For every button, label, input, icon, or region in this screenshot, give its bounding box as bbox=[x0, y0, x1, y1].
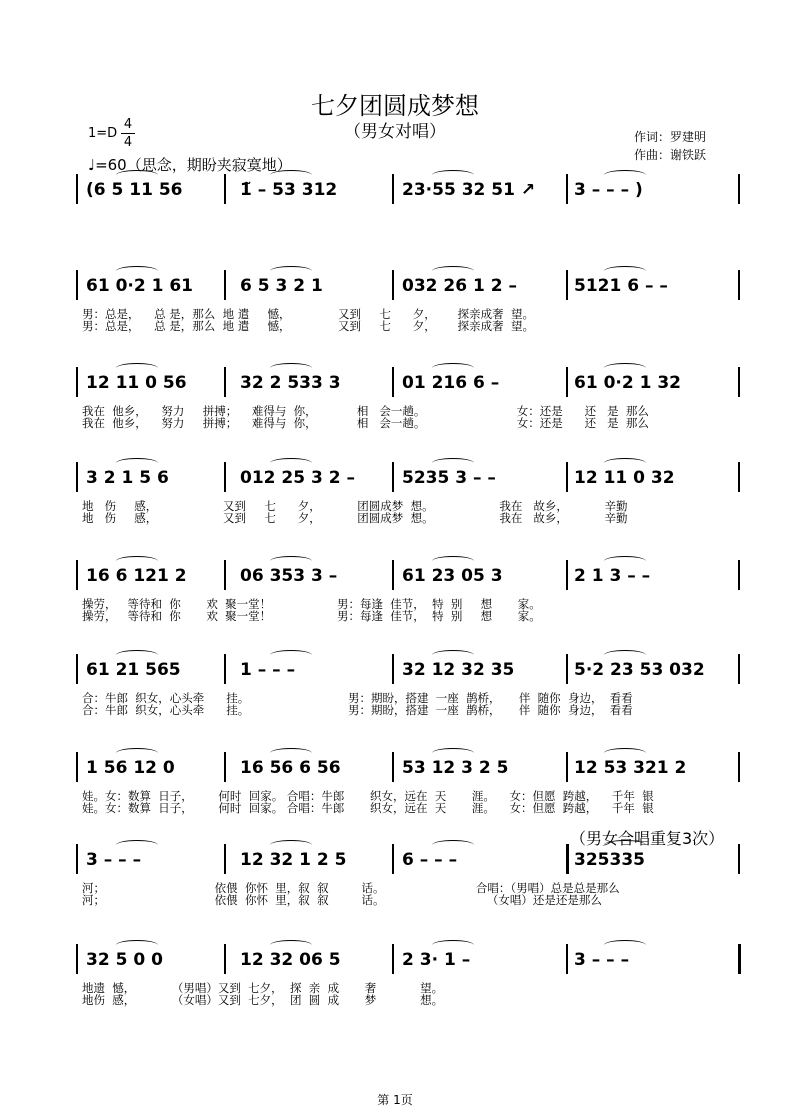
measure-notes: 61 0·2 1 61 bbox=[86, 276, 194, 296]
measure-notes: 12 11 0 56 bbox=[86, 373, 187, 393]
bar-line bbox=[392, 560, 394, 590]
slur-arc bbox=[270, 170, 312, 180]
score-line bbox=[0, 170, 790, 250]
measure-notes: 6 5 3 2 1 bbox=[240, 276, 323, 296]
slur-arc bbox=[432, 266, 474, 276]
bar-line bbox=[76, 752, 78, 782]
slur-arc bbox=[604, 650, 646, 660]
bar-line bbox=[566, 560, 568, 590]
bar-line bbox=[738, 270, 740, 300]
slur-arc bbox=[604, 940, 646, 950]
bar-line bbox=[224, 844, 226, 874]
slur-arc bbox=[432, 170, 474, 180]
measure-notes: (6 5 11 56 bbox=[86, 180, 183, 200]
lyric-line: 地伤 感， （女唱）又到 七夕， 团 圆 成 梦 想。 bbox=[82, 993, 444, 1007]
bar-line bbox=[738, 944, 741, 974]
bar-line bbox=[738, 174, 740, 204]
slur-arc bbox=[270, 363, 312, 373]
bar-line bbox=[566, 844, 569, 874]
measure-notes: 1 56 12 0 bbox=[86, 758, 175, 778]
measure-notes: 53 12 3 2 5 bbox=[402, 758, 509, 778]
bar-line bbox=[76, 270, 78, 300]
measure-notes: 5·2 23 53 032 bbox=[574, 660, 705, 680]
song-title: 七夕团圆成梦想 bbox=[311, 92, 479, 120]
measure-notes: 16 56 6 56 bbox=[240, 758, 341, 778]
measure-notes: 12 53 321 2 bbox=[574, 758, 687, 778]
bar-line bbox=[738, 752, 740, 782]
measure-notes: 2 3· 1 – bbox=[402, 950, 471, 970]
lyric-line: 我在 他乡， 努力 拼搏； 难得与 你， 相 会一趟。 女：还是 还 是 那么 bbox=[82, 404, 649, 418]
measure-notes: 06 353 3 – bbox=[240, 566, 338, 586]
bar-line bbox=[224, 752, 226, 782]
time-signature-bottom: 4 bbox=[123, 135, 133, 150]
bar-line bbox=[738, 654, 740, 684]
lyric-line: 操劳， 等待和 你 欢 聚一堂！ 男：每逢 佳节， 特 别 想 家。 bbox=[82, 597, 541, 611]
slur-arc bbox=[604, 458, 646, 468]
time-signature-top: 4 bbox=[123, 117, 133, 132]
bar-line bbox=[76, 944, 78, 974]
slur-arc bbox=[116, 650, 158, 660]
slur-arc bbox=[432, 458, 474, 468]
slur-arc bbox=[604, 748, 646, 758]
slur-arc bbox=[270, 650, 312, 660]
measure-notes: 32 5 0 0 bbox=[86, 950, 163, 970]
score-line bbox=[0, 363, 790, 443]
measure-notes: 3 2 1 5 6 bbox=[86, 468, 169, 488]
slur-arc bbox=[432, 748, 474, 758]
lyric-line: 操劳， 等待和 你 欢 聚一堂！ 男：每逢 佳节， 特 别 想 家。 bbox=[82, 609, 541, 623]
lyric-line: 合：牛郎 织女，心头牵 挂。 男：期盼，搭建 一座 鹊桥， 伴 随你 身边， 看看 bbox=[82, 703, 633, 717]
slur-arc bbox=[116, 840, 158, 850]
slur-arc bbox=[116, 363, 158, 373]
lyric-line: 合：牛郎 织女，心头牵 挂。 男：期盼，搭建 一座 鹊桥， 伴 随你 身边， 看看 bbox=[82, 691, 633, 705]
lyric-line: 我在 他乡， 努力 拼搏； 难得与 你， 相 会一趟。 女：还是 还 是 那么 bbox=[82, 416, 649, 430]
bar-line bbox=[392, 270, 394, 300]
tempo-marking: ♩=60（思念，期盼夹寂寞地） bbox=[88, 156, 292, 174]
lyric-line: 娃。女：数算 日子， 何时 回家。 合唱：牛郎 织女，远在 天 涯。 女：但愿 跨越， 千年 银 bbox=[82, 789, 654, 803]
score-line bbox=[0, 748, 790, 828]
bar-line bbox=[566, 752, 568, 782]
bar-line bbox=[566, 462, 568, 492]
lyric-line: 地 伤 感， 又到 七 夕， 团圆成梦 想。 我在 故乡， 辛勤 bbox=[82, 511, 628, 525]
measure-notes: 3 – – – ) bbox=[574, 180, 643, 200]
time-signature-rule bbox=[121, 133, 135, 134]
bar-line bbox=[392, 944, 394, 974]
bar-line bbox=[738, 560, 740, 590]
key-signature: 1=D bbox=[88, 126, 118, 141]
bar-line bbox=[224, 654, 226, 684]
bar-line bbox=[392, 654, 394, 684]
measure-notes: 3 – – – bbox=[574, 950, 630, 970]
bar-line bbox=[392, 844, 394, 874]
measure-notes: 16 6 121 2 bbox=[86, 566, 187, 586]
bar-line bbox=[392, 367, 394, 397]
bar-line bbox=[392, 462, 394, 492]
measure-notes: 61 21 565 bbox=[86, 660, 181, 680]
bar-line bbox=[224, 462, 226, 492]
lyric-line: 地遗 憾， （男唱）又到 七夕， 探 亲 成 奢 望。 bbox=[82, 981, 444, 995]
measure-notes: 012 25 3 2 – bbox=[240, 468, 355, 488]
score-line bbox=[0, 266, 790, 346]
measure-notes: 6 – – – bbox=[402, 850, 458, 870]
bar-line bbox=[566, 367, 568, 397]
slur-arc bbox=[604, 170, 646, 180]
bar-line bbox=[76, 367, 78, 397]
bar-line bbox=[224, 367, 226, 397]
bar-line bbox=[76, 560, 78, 590]
bar-line bbox=[392, 174, 394, 204]
lyric-line: 河； 依偎 你怀 里，叙 叙 话。 （女唱）还是还是那么 bbox=[82, 893, 602, 907]
bar-line bbox=[738, 367, 740, 397]
slur-arc bbox=[270, 748, 312, 758]
slur-arc bbox=[270, 940, 312, 950]
slur-arc bbox=[116, 748, 158, 758]
measure-notes: 1 – – – bbox=[240, 660, 296, 680]
measure-notes: 5235 3 – – bbox=[402, 468, 496, 488]
slur-arc bbox=[432, 556, 474, 566]
measure-notes: 32 12 32 35 bbox=[402, 660, 515, 680]
measure-notes: 3 – – – bbox=[86, 850, 142, 870]
bar-line bbox=[566, 654, 568, 684]
slur-arc bbox=[432, 940, 474, 950]
slur-arc bbox=[432, 840, 474, 850]
measure-notes: 12 32 06 5 bbox=[240, 950, 341, 970]
composer-credit: 作曲：谢铁跃 bbox=[634, 148, 707, 162]
bar-line bbox=[76, 174, 78, 204]
slur-arc bbox=[270, 266, 312, 276]
measure-notes: 23·55 32 51 ↗ bbox=[402, 180, 536, 200]
measure-notes: 61 23 05 3 bbox=[402, 566, 503, 586]
score-line bbox=[0, 840, 790, 920]
song-subtitle: （男女对唱） bbox=[344, 122, 446, 142]
lyricist-credit: 作词：罗建明 bbox=[634, 130, 707, 144]
score-line bbox=[0, 556, 790, 636]
score-line bbox=[0, 458, 790, 538]
lyric-line: 河； 依偎 你怀 里，叙 叙 话。 合唱：（男唱）总是总是那么 bbox=[82, 881, 620, 895]
slur-arc bbox=[604, 266, 646, 276]
slur-arc bbox=[116, 458, 158, 468]
slur-arc bbox=[604, 556, 646, 566]
bar-line bbox=[76, 844, 78, 874]
measure-notes: 61 0·2 1 32 bbox=[574, 373, 682, 393]
slur-arc bbox=[270, 556, 312, 566]
lyric-line: 地 伤 感， 又到 七 夕， 团圆成梦 想。 我在 故乡， 辛勤 bbox=[82, 499, 628, 513]
lyric-line: 娃。女：数算 日子， 何时 回家。 合唱：牛郎 织女，远在 天 涯。 女：但愿 跨越， 千年 银 bbox=[82, 801, 654, 815]
slur-arc bbox=[116, 940, 158, 950]
bar-line bbox=[76, 654, 78, 684]
measure-notes: 032 26 1 2 – bbox=[402, 276, 517, 296]
measure-notes: 12 32 1 2 5 bbox=[240, 850, 347, 870]
bar-line bbox=[566, 944, 568, 974]
bar-line bbox=[224, 560, 226, 590]
measure-notes: 2 1 3 – – bbox=[574, 566, 651, 586]
bar-line bbox=[224, 944, 226, 974]
bar-line bbox=[566, 174, 568, 204]
slur-arc bbox=[432, 363, 474, 373]
measure-notes: 1̃ – 53 312 bbox=[240, 180, 338, 200]
bar-line bbox=[738, 844, 740, 874]
bar-line bbox=[392, 752, 394, 782]
bar-line bbox=[738, 462, 740, 492]
repeat-note: （男女合唱重复3次） bbox=[570, 829, 725, 848]
slur-arc bbox=[432, 650, 474, 660]
measure-notes: 12 11 0 32 bbox=[574, 468, 675, 488]
score-line bbox=[0, 940, 790, 1020]
measure-notes: 32 2 533 3 bbox=[240, 373, 341, 393]
slur-arc bbox=[116, 556, 158, 566]
slur-arc bbox=[116, 170, 158, 180]
lyric-line: 男：总是， 总 是，那么 地 遣 憾， 又到 七 夕， 探亲成奢 望。 bbox=[82, 319, 534, 333]
bar-line bbox=[566, 270, 568, 300]
slur-arc bbox=[270, 458, 312, 468]
slur-arc bbox=[604, 363, 646, 373]
slur-arc bbox=[116, 266, 158, 276]
measure-notes: 01 216 6 – bbox=[402, 373, 500, 393]
bar-line bbox=[224, 270, 226, 300]
page-number: 第 1页 bbox=[377, 1093, 413, 1107]
measure-notes: 325335 bbox=[574, 850, 645, 870]
bar-line bbox=[224, 174, 226, 204]
lyric-line: 男：总是， 总 是，那么 地 遣 憾， 又到 七 夕， 探亲成奢 望。 bbox=[82, 307, 534, 321]
bar-line bbox=[76, 462, 78, 492]
measure-notes: 5121 6 – – bbox=[574, 276, 668, 296]
score-line bbox=[0, 650, 790, 730]
slur-arc bbox=[270, 840, 312, 850]
